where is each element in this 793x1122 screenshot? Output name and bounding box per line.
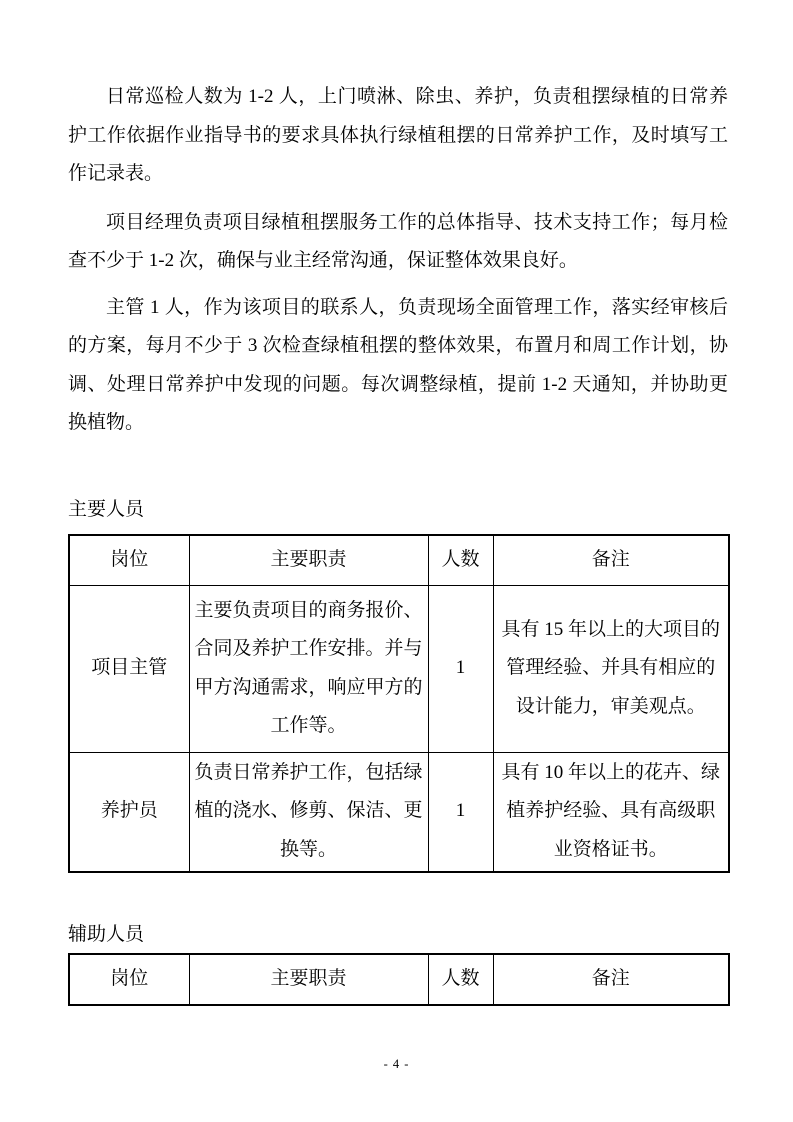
table-header-row	[69, 954, 729, 1005]
table-row-maintenance-worker	[69, 752, 729, 872]
body-paragraph-project-manager: 项目经理负责项目绿植租摆服务工作的总体指导、技术支持工作；每月检查不少于 1-2 次，确保与业主经常沟通，保证整体效果良好。	[68, 211, 728, 271]
count-cell: 1	[428, 752, 493, 872]
position-cell: 养护员	[69, 752, 189, 872]
table-row-project-supervisor	[69, 585, 729, 752]
auxiliary-personnel-table	[68, 953, 730, 1006]
body-paragraph-daily-inspection: 日常巡检人数为 1-2 人，上门喷淋、除虫、养护，负责租摆绿植的日常养护工作依据作业指导书的要求具体执行绿植租摆的日常养护工作，及时填写工作记录表。	[68, 86, 728, 184]
page-number: - 4 -	[383, 1057, 410, 1071]
header-cell-remarks: 备注	[493, 535, 729, 586]
remarks-cell: 具有 10 年以上的花卉、绿植养护经验、具有高级职业资格证书。	[493, 752, 729, 872]
header-cell-duties: 主要职责	[189, 535, 428, 586]
section-heading-auxiliary-personnel: 辅助人员	[68, 923, 145, 945]
header-cell-position: 岗位	[69, 954, 189, 1005]
duties-cell: 主要负责项目的商务报价、合同及养护工作安排。并与甲方沟通需求，响应甲方的工作等。	[189, 585, 428, 752]
header-cell-remarks: 备注	[493, 954, 729, 1005]
header-cell-count: 人数	[428, 535, 493, 586]
position-cell: 项目主管	[69, 585, 189, 752]
remarks-cell: 具有 15 年以上的大项目的管理经验、并具有相应的设计能力，审美观点。	[493, 585, 729, 752]
section-heading-main-personnel: 主要人员	[68, 498, 145, 520]
header-cell-duties: 主要职责	[189, 954, 428, 1005]
header-cell-count: 人数	[428, 954, 493, 1005]
duties-cell: 负责日常养护工作，包括绿植的浇水、修剪、保洁、更换等。	[189, 752, 428, 872]
count-cell: 1	[428, 585, 493, 752]
header-cell-position: 岗位	[69, 535, 189, 586]
body-paragraph-supervisor: 主管 1 人，作为该项目的联系人，负责现场全面管理工作，落实经审核后的方案，每月不少于 3 次检查绿植租摆的整体效果，布置月和周工作计划，协调、处理日常养护中发现的问题。每次调整绿植，提前 1-2 天通知，并协助更换植物。	[68, 296, 728, 433]
table-header-row	[69, 535, 729, 586]
main-personnel-table	[68, 534, 730, 873]
